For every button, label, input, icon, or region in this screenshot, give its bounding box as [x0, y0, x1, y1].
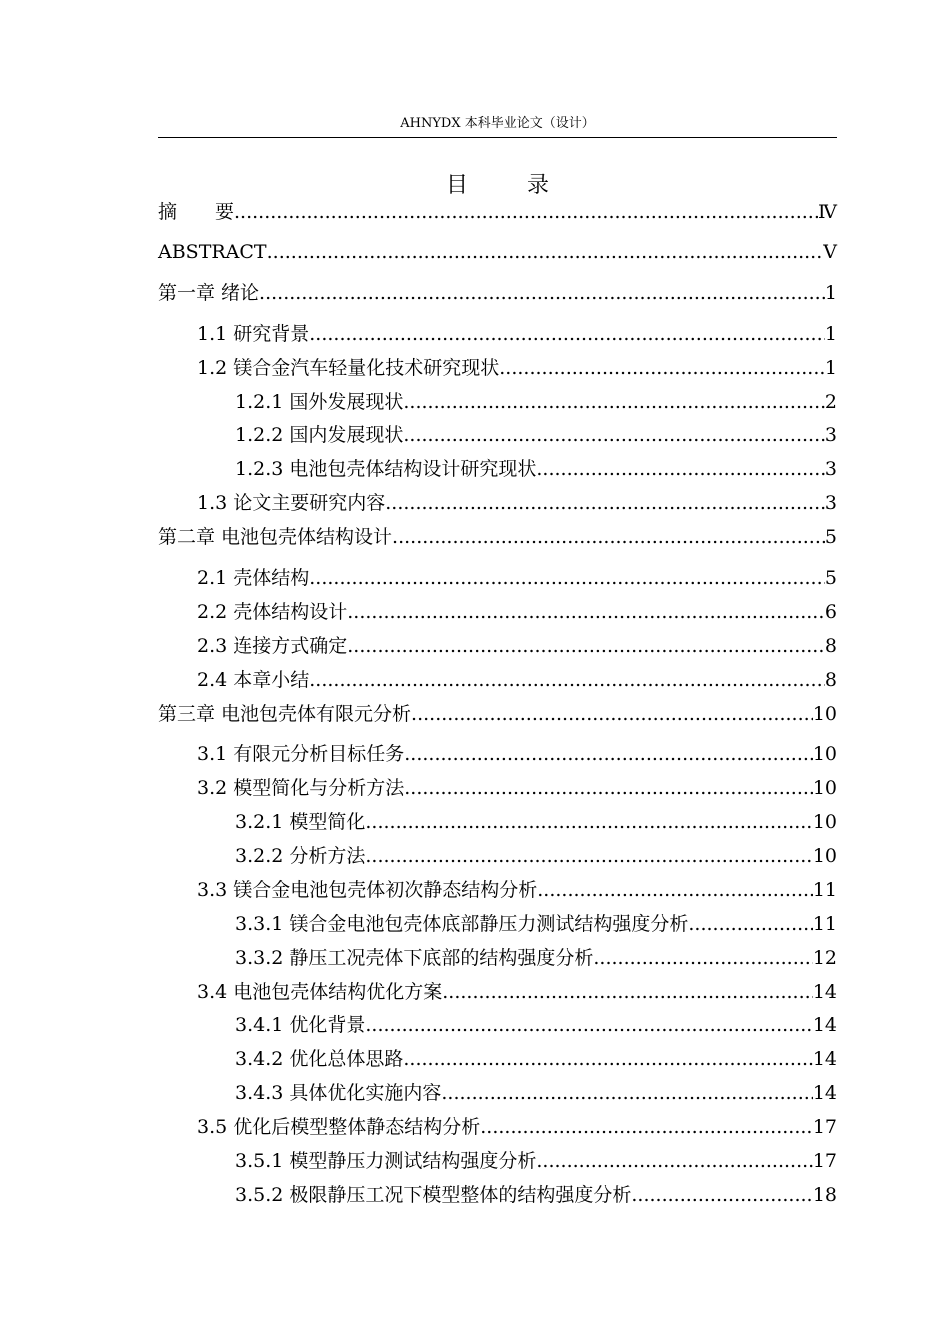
toc-entry-abstract-en[interactable] — [158, 240, 837, 264]
toc-entry-page: 11 — [812, 913, 837, 935]
toc-entry-2-1[interactable] — [197, 566, 837, 590]
toc-entry-page: 3 — [824, 424, 837, 446]
toc-entry-label: 3.5.1 模型静压力测试结构强度分析 — [235, 1150, 537, 1172]
toc-entry-label: 3.4.2 优化总体思路 — [235, 1048, 404, 1070]
toc-leader-dots — [442, 980, 813, 1004]
toc-leader-dots — [403, 423, 825, 447]
toc-leader-dots — [365, 810, 812, 834]
toc-entry-page: 6 — [824, 601, 837, 623]
toc-leader-dots — [347, 634, 825, 658]
toc-leader-dots — [365, 1013, 812, 1037]
toc-leader-dots — [536, 1149, 812, 1173]
toc-entry-1-2-1[interactable] — [235, 390, 837, 414]
toc-entry-page: 8 — [824, 635, 837, 657]
toc-leader-dots — [499, 356, 825, 380]
toc-entry-page: 10 — [812, 845, 837, 867]
toc-entry-label: 3.4 电池包壳体结构优化方案 — [197, 981, 443, 1003]
toc-entry-label: 3.5.2 极限静压工况下模型整体的结构强度分析 — [235, 1184, 632, 1206]
toc-entry-3-2-2[interactable] — [235, 844, 837, 868]
header-rule — [158, 137, 837, 138]
toc-entry-page: 10 — [812, 743, 837, 765]
toc-entry-1-3[interactable] — [197, 491, 837, 515]
toc-entry-label: 摘 要 — [158, 201, 235, 223]
toc-entry-label: 1.2.2 国内发展现状 — [235, 424, 404, 446]
toc-entry-label: 3.3.1 镁合金电池包壳体底部静压力测试结构强度分析 — [235, 913, 689, 935]
toc-leader-dots — [259, 281, 825, 305]
toc-leader-dots — [403, 1047, 812, 1071]
toc-entry-page: 3 — [824, 492, 837, 514]
toc-entry-page: 11 — [812, 879, 837, 901]
toc-entry-label: 2.4 本章小结 — [197, 669, 310, 691]
toc-entry-page: Ⅳ — [818, 201, 837, 223]
toc-entry-label: 1.2 镁合金汽车轻量化技术研究现状 — [197, 357, 500, 379]
toc-entry-1-2-2[interactable] — [235, 423, 837, 447]
toc-entry-3-5[interactable] — [197, 1115, 837, 1139]
toc-entry-page: 1 — [824, 357, 837, 379]
toc-entry-page: 1 — [824, 323, 837, 345]
toc-entry-3-3-1[interactable] — [235, 912, 837, 936]
toc-entry-abstract-cn[interactable] — [158, 200, 837, 224]
toc-entry-page: 17 — [812, 1116, 837, 1138]
toc-leader-dots — [234, 200, 818, 224]
toc-leader-dots — [392, 525, 825, 549]
toc-entry-page: Ⅴ — [823, 241, 837, 263]
toc-entry-label: 3.1 有限元分析目标任务 — [197, 743, 405, 765]
toc-entry-label: 3.5 优化后模型整体静态结构分析 — [197, 1116, 481, 1138]
toc-leader-dots — [441, 1081, 812, 1105]
toc-entry-3-3-2[interactable] — [235, 946, 837, 970]
toc-entry-3-4-3[interactable] — [235, 1081, 837, 1105]
toc-entry-label: 2.3 连接方式确定 — [197, 635, 348, 657]
toc-entry-2-2[interactable] — [197, 600, 837, 624]
toc-leader-dots — [631, 1183, 812, 1207]
toc-entry-page: 17 — [812, 1150, 837, 1172]
toc-entry-page: 1 — [824, 282, 837, 304]
toc-entry-label: 第一章 绪论 — [158, 282, 260, 304]
toc-entry-page: 14 — [812, 1014, 837, 1036]
toc-leader-dots — [309, 668, 825, 692]
toc-entry-page: 12 — [812, 947, 837, 969]
toc-leader-dots — [309, 322, 825, 346]
toc-entry-label: 2.1 壳体结构 — [197, 567, 310, 589]
toc-leader-dots — [267, 240, 824, 264]
toc-title: 目 录 — [446, 173, 575, 198]
toc-entry-page: 10 — [812, 703, 837, 725]
toc-entry-page: 18 — [812, 1184, 837, 1206]
toc-leader-dots — [537, 878, 813, 902]
toc-entry-label: 3.3 镁合金电池包壳体初次静态结构分析 — [197, 879, 538, 901]
toc-entry-1-2[interactable] — [197, 356, 837, 380]
toc-entry-page: 8 — [824, 669, 837, 691]
toc-entry-2-3[interactable] — [197, 634, 837, 658]
toc-entry-label: 3.4.1 优化背景 — [235, 1014, 366, 1036]
toc-entry-page: 3 — [824, 458, 837, 480]
toc-entry-label: 1.3 论文主要研究内容 — [197, 492, 386, 514]
toc-entry-3-2-1[interactable] — [235, 810, 837, 834]
toc-entry-label: 第三章 电池包壳体有限元分析 — [158, 703, 412, 725]
toc-leader-dots — [536, 457, 825, 481]
toc-leader-dots — [347, 600, 825, 624]
toc-leader-dots — [480, 1115, 813, 1139]
toc-leader-dots — [411, 702, 813, 726]
toc-entry-page: 10 — [812, 777, 837, 799]
toc-entry-label: 3.2 模型简化与分析方法 — [197, 777, 405, 799]
toc-entry-3-5-1[interactable] — [235, 1149, 837, 1173]
page-header: AHNYDX 本科毕业论文（设计） — [400, 116, 595, 131]
toc-entry-page: 14 — [812, 1082, 837, 1104]
toc-leader-dots — [688, 912, 812, 936]
toc-entry-page: 10 — [812, 811, 837, 833]
toc-entry-label: 1.2.1 国外发展现状 — [235, 391, 404, 413]
toc-entry-1-2-3[interactable] — [235, 457, 837, 481]
toc-entry-label: 3.2.2 分析方法 — [235, 845, 366, 867]
toc-entry-1-1[interactable] — [197, 322, 837, 346]
toc-entry-label: 3.3.2 静压工况壳体下底部的结构强度分析 — [235, 947, 594, 969]
toc-entry-page: 14 — [812, 1048, 837, 1070]
toc-leader-dots — [365, 844, 812, 868]
toc-leader-dots — [404, 742, 813, 766]
toc-entry-3-5-2[interactable] — [235, 1183, 837, 1207]
toc-leader-dots — [404, 776, 813, 800]
toc-entry-3-4-2[interactable] — [235, 1047, 837, 1071]
toc-entry-2-4[interactable] — [197, 668, 837, 692]
toc-leader-dots — [385, 491, 825, 515]
toc-entry-page: 2 — [824, 391, 837, 413]
toc-entry-label: 2.2 壳体结构设计 — [197, 601, 348, 623]
toc-entry-page: 5 — [824, 567, 837, 589]
toc-entry-chapter-1[interactable] — [158, 281, 837, 305]
toc-entry-3-2[interactable] — [197, 776, 837, 800]
toc-entry-label: 3.4.3 具体优化实施内容 — [235, 1082, 442, 1104]
toc-entry-page: 14 — [812, 981, 837, 1003]
toc-entry-3-3[interactable] — [197, 878, 837, 902]
toc-entry-chapter-2[interactable] — [158, 525, 837, 549]
toc-entry-label: 第二章 电池包壳体结构设计 — [158, 526, 393, 548]
toc-entry-3-4-1[interactable] — [235, 1013, 837, 1037]
toc-entry-label: 1.2.3 电池包壳体结构设计研究现状 — [235, 458, 537, 480]
toc-entry-label: ABSTRACT — [158, 241, 267, 263]
toc-leader-dots — [403, 390, 825, 414]
toc-entry-page: 5 — [824, 526, 837, 548]
toc-entry-3-1[interactable] — [197, 742, 837, 766]
toc-leader-dots — [309, 566, 825, 590]
toc-leader-dots — [593, 946, 812, 970]
toc-entry-3-4[interactable] — [197, 980, 837, 1004]
toc-entry-label: 1.1 研究背景 — [197, 323, 310, 345]
toc-entry-label: 3.2.1 模型简化 — [235, 811, 366, 833]
toc-entry-chapter-3[interactable] — [158, 702, 837, 726]
